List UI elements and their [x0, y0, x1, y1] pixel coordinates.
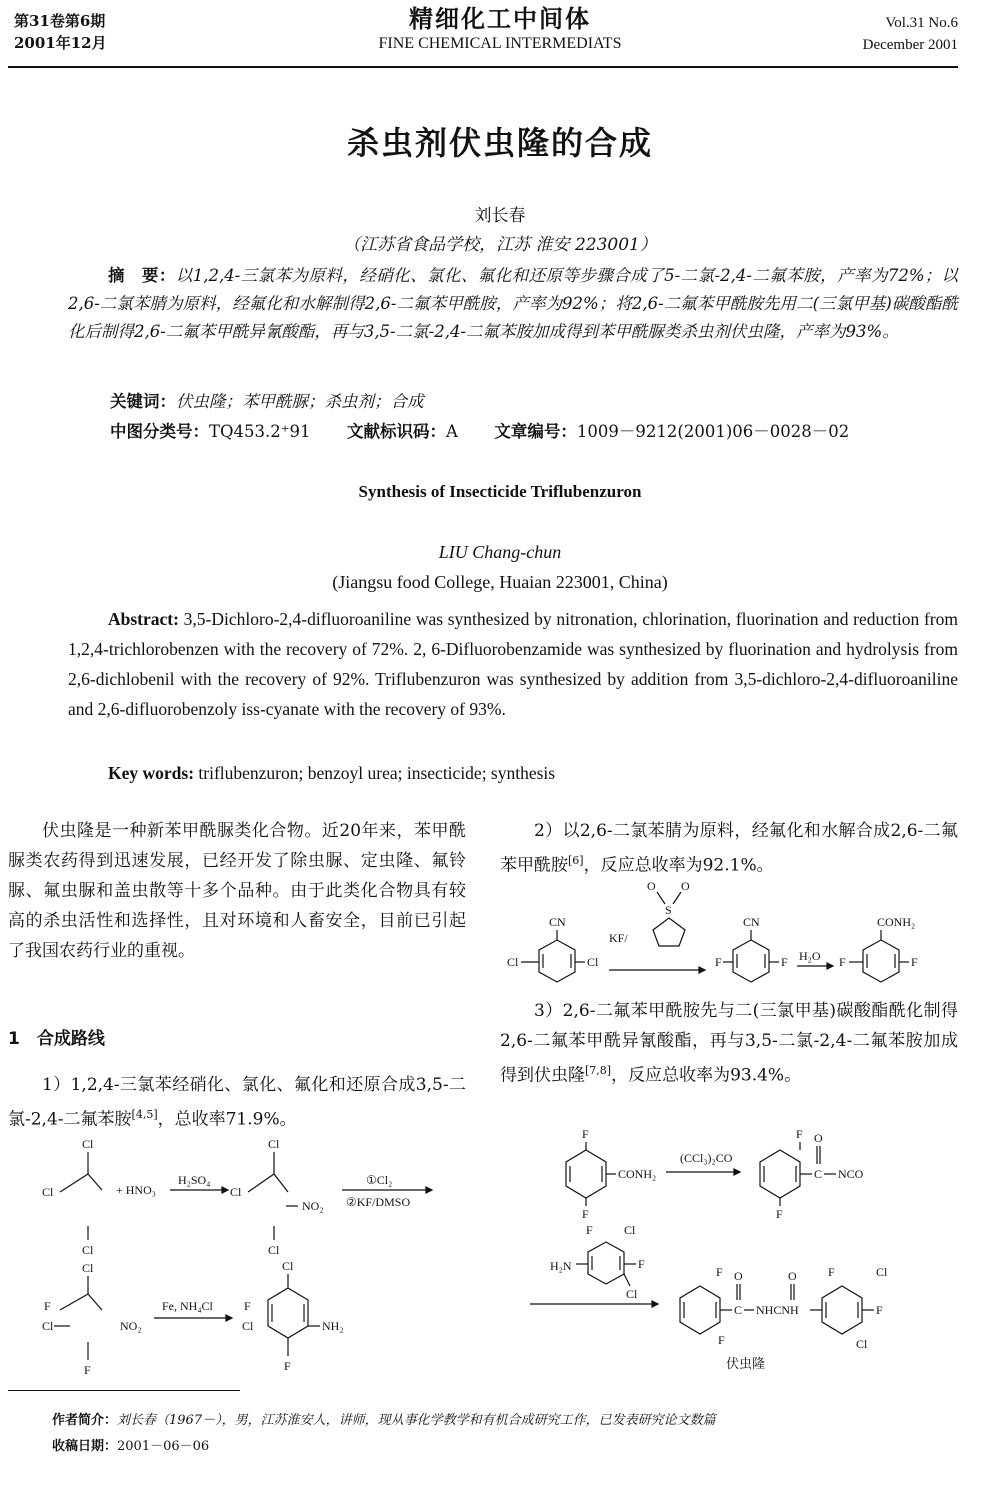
s3-cl-amine-top: Cl	[624, 1223, 636, 1237]
s3-cl-amine-bottom: Cl	[626, 1287, 638, 1301]
s3-conh2: CONH₂	[618, 1167, 657, 1181]
s3-f-bottom-b: F	[776, 1207, 783, 1221]
s2-conh2: CONH₂	[877, 915, 916, 929]
s2-o-a: O	[647, 880, 656, 893]
s1-h2so4: H₂SO₄	[178, 1173, 211, 1187]
step1-tail: ，总收率71.9%。	[157, 1109, 297, 1130]
s1-cl-left-a: Cl	[42, 1185, 54, 1199]
article-no-value: 1009－9212(2001)06－0028－02	[576, 422, 850, 441]
header-rule	[8, 66, 958, 68]
s1-cl-top-b: Cl	[268, 1137, 280, 1151]
step3-text: 3）2,6-二氟苯甲酰胺先与二(三氯甲基)碳酸酯酰化制得2,6-二氟苯甲酰异氰酸酯，再与3,5-二氯-2,4-二氟苯胺加成得到伏虫隆	[500, 1001, 958, 1086]
author-bio-text: 刘长春（1967－），男，江苏淮安人，讲师，现从事化学教学和有机合成研究工作，已发表研究论文数篇	[117, 1413, 716, 1428]
doc-code-label: 文献标识码：	[346, 422, 446, 441]
s3-cl-prod-top: Cl	[876, 1265, 888, 1279]
s2-cl-right: Cl	[587, 955, 599, 969]
s2-f-right-b: F	[781, 955, 788, 969]
keywords-en-label: Key words:	[108, 763, 195, 783]
journal-name-en: FINE CHEMICAL INTERMEDIATS	[378, 35, 622, 52]
s2-f-left-c: F	[839, 955, 846, 969]
article-title-en: Synthesis of Insecticide Triflubenzuron	[358, 482, 642, 501]
s2-cl-left: Cl	[507, 955, 519, 969]
section-heading-1: 1 合成路线	[8, 1029, 105, 1049]
author-cn: 刘长春	[474, 206, 526, 226]
s3-f-amine-right: F	[638, 1257, 645, 1271]
s3-f-top-a: F	[582, 1127, 589, 1141]
s1-cl-top-a: Cl	[82, 1137, 94, 1151]
affiliation-cn: （江苏省食品学校，江苏 淮安 223001）	[343, 235, 657, 255]
step1-paragraph	[8, 1070, 466, 1135]
journal-name-cn: 精细化工中间体	[409, 4, 591, 33]
keywords-en	[108, 758, 958, 788]
author-bio-label: 作者简介：	[52, 1413, 118, 1428]
step3-ref: [7,8]	[585, 1064, 612, 1077]
s2-cn-b: CN	[743, 915, 760, 929]
s3-f-prod-top: F	[716, 1265, 723, 1279]
journal-issue-en	[863, 12, 958, 56]
s3-c-b: C	[814, 1167, 823, 1181]
author-bio	[52, 1410, 972, 1432]
keywords-cn-text: 伏虫隆；苯甲酰脲；杀虫剂；合成	[176, 392, 424, 411]
date-cn: 2001年12月	[14, 34, 107, 52]
s1-no2-a: NO₂	[302, 1199, 324, 1213]
s2-h2o: H₂O	[799, 949, 821, 963]
s3-h2n: H₂N	[550, 1259, 572, 1273]
article-no-label: 文章编号：	[494, 422, 577, 441]
s1-cl-left-b: Cl	[230, 1185, 242, 1199]
abstract-cn	[68, 262, 958, 346]
s3-o-prod-b: O	[788, 1269, 797, 1283]
footnote-rule	[8, 1390, 240, 1391]
s2-f-left-b: F	[715, 955, 722, 969]
s1-f-bottom-c: F	[84, 1363, 91, 1377]
abstract-cn-text: 以1,2,4-三氯苯为原料，经硝化、氯化、氟化和还原等步骤合成了5-二氯-2,4-二氟苯胺，产率为72%；以2,6-二氯苯腈为原料，经氟化和水解制得2,6-二氟苯甲酰胺，产率为92%；将2,6-二氟苯甲酰胺先用二(三氯甲基)碳酸酯酰化后制得2,6-二氟苯甲酰异氰酸酯，再与3,5-二氯-2,4-二氟苯胺加成得到苯甲酰脲类杀虫剂伏虫隆，产率为93%。	[68, 266, 959, 341]
s3-f-bottom-a: F	[582, 1207, 589, 1221]
s2-f-right-c: F	[911, 955, 918, 969]
scheme-3-diagram	[520, 1124, 965, 1384]
step2-ref: [6]	[568, 854, 584, 867]
s3-f-prod-right: F	[876, 1303, 883, 1317]
clc-label: 中图分类号：	[110, 422, 209, 441]
s3-reagent: (CCl₃)₂CO	[680, 1151, 733, 1165]
received-date-label: 收稿日期：	[52, 1439, 118, 1454]
journal-title	[300, 4, 700, 54]
s1-fe: Fe, NH₄Cl	[162, 1299, 213, 1313]
s2-cn-a: CN	[549, 915, 566, 929]
received-date	[52, 1436, 972, 1458]
s3-f-prod-ring2: F	[828, 1265, 835, 1279]
volume-en: Vol.31 No.6	[885, 15, 958, 31]
clc-value: TQ453.2⁺91	[209, 422, 311, 441]
date-en: December 2001	[862, 37, 958, 53]
s3-f-amine: F	[586, 1223, 593, 1237]
s1-cond-cl2: ①Cl₂	[366, 1173, 393, 1187]
s3-nco: NCO	[838, 1167, 864, 1181]
s1-nh2: NH₂	[322, 1319, 344, 1333]
keywords-en-text: triflubenzuron; benzoyl urea; insecticide; synthesis	[194, 763, 556, 783]
article-title-cn: 杀虫剂伏虫隆的合成	[346, 124, 653, 162]
s3-cl-prod-bottom: Cl	[856, 1337, 868, 1351]
abstract-en-text: 3,5-Dichloro-2,4-difluoroaniline was synthesized by nitronation, chlorination, fluorination and reduction from 1,2,4-trichlorobenzen with the recovery of 72%. 2, 6-Difluorobenzamide was synthesized by fluorination and hydrolysis from 2,6-dichlobenil with the recovery of 92%. Triflubenzuron was synthesized by addition from 3,5-dichloro-2,4-difluoroaniline and 2,6-difluorobenzoly iss-cyanate with the recovery of 93%.	[68, 609, 958, 719]
volume-cn: 第31卷第6期	[14, 12, 106, 30]
intro-paragraph	[8, 816, 466, 966]
s1-cond-kf: ②KF/DMSO	[346, 1195, 411, 1209]
s3-urea: NHCNH	[756, 1303, 799, 1317]
step1-ref: [4,5]	[131, 1108, 158, 1121]
received-date-text: 2001－06－06	[117, 1439, 210, 1454]
s1-f-left-c: F	[44, 1299, 51, 1313]
keywords-cn-label: 关键词：	[110, 392, 176, 411]
s1-cl-left-c: Cl	[42, 1319, 54, 1333]
abstract-en-label: Abstract:	[108, 609, 179, 629]
s3-o-b: O	[814, 1131, 823, 1145]
step3-tail: ，反应总收率为93.4%。	[611, 1065, 802, 1086]
s1-cl-left-d: Cl	[242, 1319, 254, 1333]
s3-f-top-b: F	[796, 1127, 803, 1141]
intro-text: 伏虫隆是一种新苯甲酰脲类化合物。近20年来，苯甲酰脲类农药得到迅速发展，已经开发了除虫脲、定虫隆、氟铃脲、氟虫脲和盖虫散等十多个品种。由于此类化合物具有较高的杀虫活性和选择性，且对环境和人畜安全，目前已引起了我国农药行业的重视。	[8, 821, 466, 961]
s2-sulfur: S	[665, 903, 672, 917]
s2-o-b: O	[681, 880, 690, 893]
s3-c-prod: C	[734, 1303, 743, 1317]
step3-paragraph	[500, 996, 958, 1091]
journal-issue-cn	[14, 10, 107, 54]
scheme-2-diagram	[505, 880, 965, 990]
author-en: LIU Chang-chun	[438, 542, 562, 562]
step1-text: 1）1,2,4-三氯苯经硝化、氯化、氟化和还原合成3,5-二氯-2,4-二氟苯胺	[8, 1075, 466, 1130]
s1-cl-bottom-b: Cl	[268, 1243, 280, 1257]
s3-o-prod-a: O	[734, 1269, 743, 1283]
step2-paragraph	[500, 816, 958, 881]
abstract-en	[68, 604, 958, 724]
s3-f-prod-bottom: F	[718, 1333, 725, 1347]
s3-product-name: 伏虫隆	[726, 1357, 766, 1372]
affiliation-en: (Jiangsu food College, Huaian 223001, China)	[332, 572, 668, 592]
s1-no2-c: NO₂	[120, 1319, 142, 1333]
abstract-cn-label: 摘 要：	[108, 266, 176, 285]
step2-text: 2）以2,6-二氯苯腈为原料，经氟化和水解合成2,6-二氟苯甲酰胺	[500, 821, 958, 876]
s1-f-bottom-d: F	[284, 1359, 291, 1373]
step2-tail: ，反应总收率为92.1%。	[583, 855, 774, 876]
scheme-1-diagram	[30, 1134, 450, 1384]
s1-f-left-d: F	[244, 1299, 251, 1313]
doc-code-value: A	[445, 422, 458, 441]
classification-line	[110, 418, 960, 446]
s1-cl-top-d: Cl	[282, 1259, 294, 1273]
s1-hno3: + HNO₃	[116, 1183, 156, 1197]
s2-kf: KF/	[609, 931, 628, 945]
keywords-cn	[110, 388, 960, 416]
s1-cl-bottom-a: Cl	[82, 1243, 94, 1257]
s1-cl-top-c: Cl	[82, 1261, 94, 1275]
